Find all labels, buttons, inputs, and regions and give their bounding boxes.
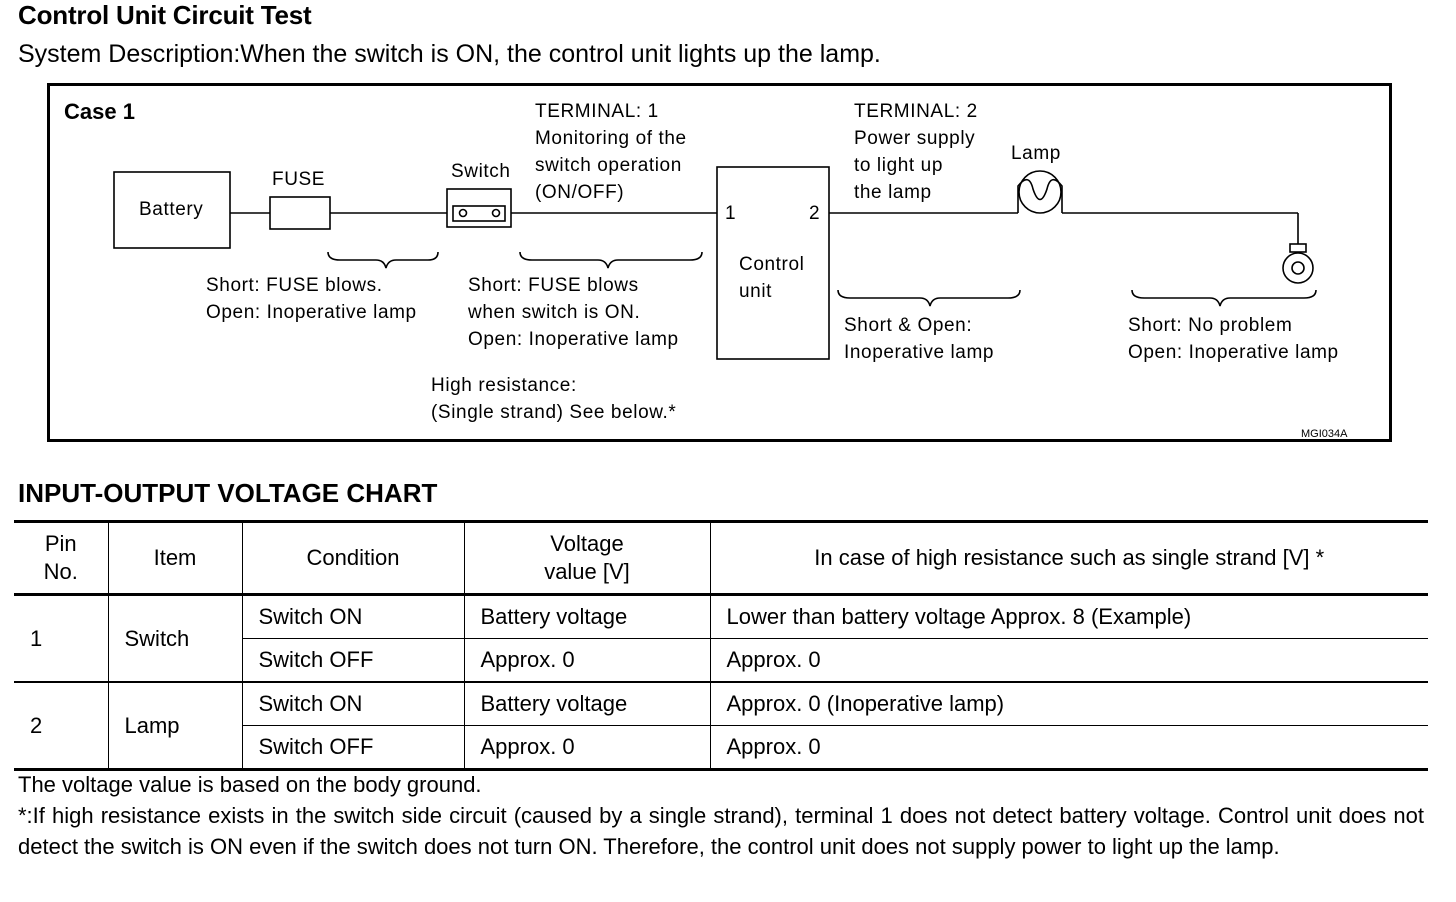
- header-pin: Pin No.: [14, 522, 108, 595]
- condition-cell: Switch ON: [242, 595, 464, 639]
- terminal1-label: TERMINAL: 1 Monitoring of the switch operation (ON/OFF): [535, 101, 687, 203]
- footnote-body-ground: The voltage value is based on the body ground.: [18, 772, 482, 797]
- voltage-cell: Battery voltage: [464, 682, 710, 726]
- condition-cell: Switch OFF: [242, 726, 464, 770]
- circuit-wiring: [50, 86, 1395, 445]
- lamp-symbol: [1019, 171, 1061, 213]
- header-voltage: Voltage value [V]: [464, 522, 710, 595]
- high-resistance-cell: Lower than battery voltage Approx. 8 (Example): [710, 595, 1428, 639]
- voltage-cell: Approx. 0: [464, 639, 710, 683]
- voltage-cell: Battery voltage: [464, 595, 710, 639]
- control-unit-label: Control unit: [739, 254, 805, 302]
- system-description: System Description:When the switch is ON, the control unit lights up the lamp.: [18, 40, 881, 68]
- footnote-high-resistance: *:If high resistance exists in the switch side circuit (caused by a single strand), terminal 1 does not detect battery voltage. Control unit does not detect the switch is ON even if the switch does not turn ON. Therefore, the control unit does not supply power to light up the lamp.: [18, 803, 1424, 859]
- condition-cell: Switch ON: [242, 682, 464, 726]
- terminal2-label: TERMINAL: 2 Power supply to light up the lamp: [854, 101, 978, 203]
- ground-note: Short: No problem Open: Inoperative lamp: [1128, 315, 1339, 363]
- voltage-chart-table: [14, 520, 1428, 771]
- circuit-diagram: [47, 83, 1392, 442]
- high-resistance-cell: Approx. 0: [710, 726, 1428, 770]
- high-resistance-note: High resistance: (Single strand) See below.*: [431, 375, 677, 423]
- pin2-label: 2: [809, 203, 821, 224]
- high-resistance-cell: Approx. 0 (Inoperative lamp): [710, 682, 1428, 726]
- chart-heading: INPUT-OUTPUT VOLTAGE CHART: [18, 478, 438, 508]
- lamp-label: Lamp: [1011, 143, 1061, 164]
- pin1-label: 1: [725, 203, 737, 224]
- pin-cell: 2: [14, 682, 108, 770]
- pin-cell: 1: [14, 595, 108, 683]
- table-header-row: [14, 522, 1428, 595]
- voltage-cell: Approx. 0: [464, 726, 710, 770]
- figure-code: MGI034A: [1301, 428, 1348, 440]
- page-title: Control Unit Circuit Test: [18, 0, 312, 30]
- fuse-symbol: [270, 197, 330, 229]
- fuse-label: FUSE: [272, 169, 326, 190]
- ground-symbol: [1290, 244, 1306, 252]
- header-high-resistance: In case of high resistance such as single strand [V] *: [710, 522, 1428, 595]
- case-label: Case 1: [64, 99, 135, 124]
- condition-cell: Switch OFF: [242, 639, 464, 683]
- table-row: [14, 682, 1428, 726]
- fuse-note: Short: FUSE blows. Open: Inoperative lamp: [206, 275, 417, 323]
- table-row: [14, 595, 1428, 639]
- header-item: Item: [108, 522, 242, 595]
- item-cell: Switch: [108, 595, 242, 683]
- battery-label: Battery: [139, 199, 204, 220]
- item-cell: Lamp: [108, 682, 242, 770]
- high-resistance-cell: Approx. 0: [710, 639, 1428, 683]
- terminal2-note: Short & Open: Inoperative lamp: [844, 315, 995, 363]
- switch-label: Switch: [451, 161, 511, 182]
- header-condition: Condition: [242, 522, 464, 595]
- switch-note: Short: FUSE blows when switch is ON. Open: Inoperative lamp: [468, 275, 679, 350]
